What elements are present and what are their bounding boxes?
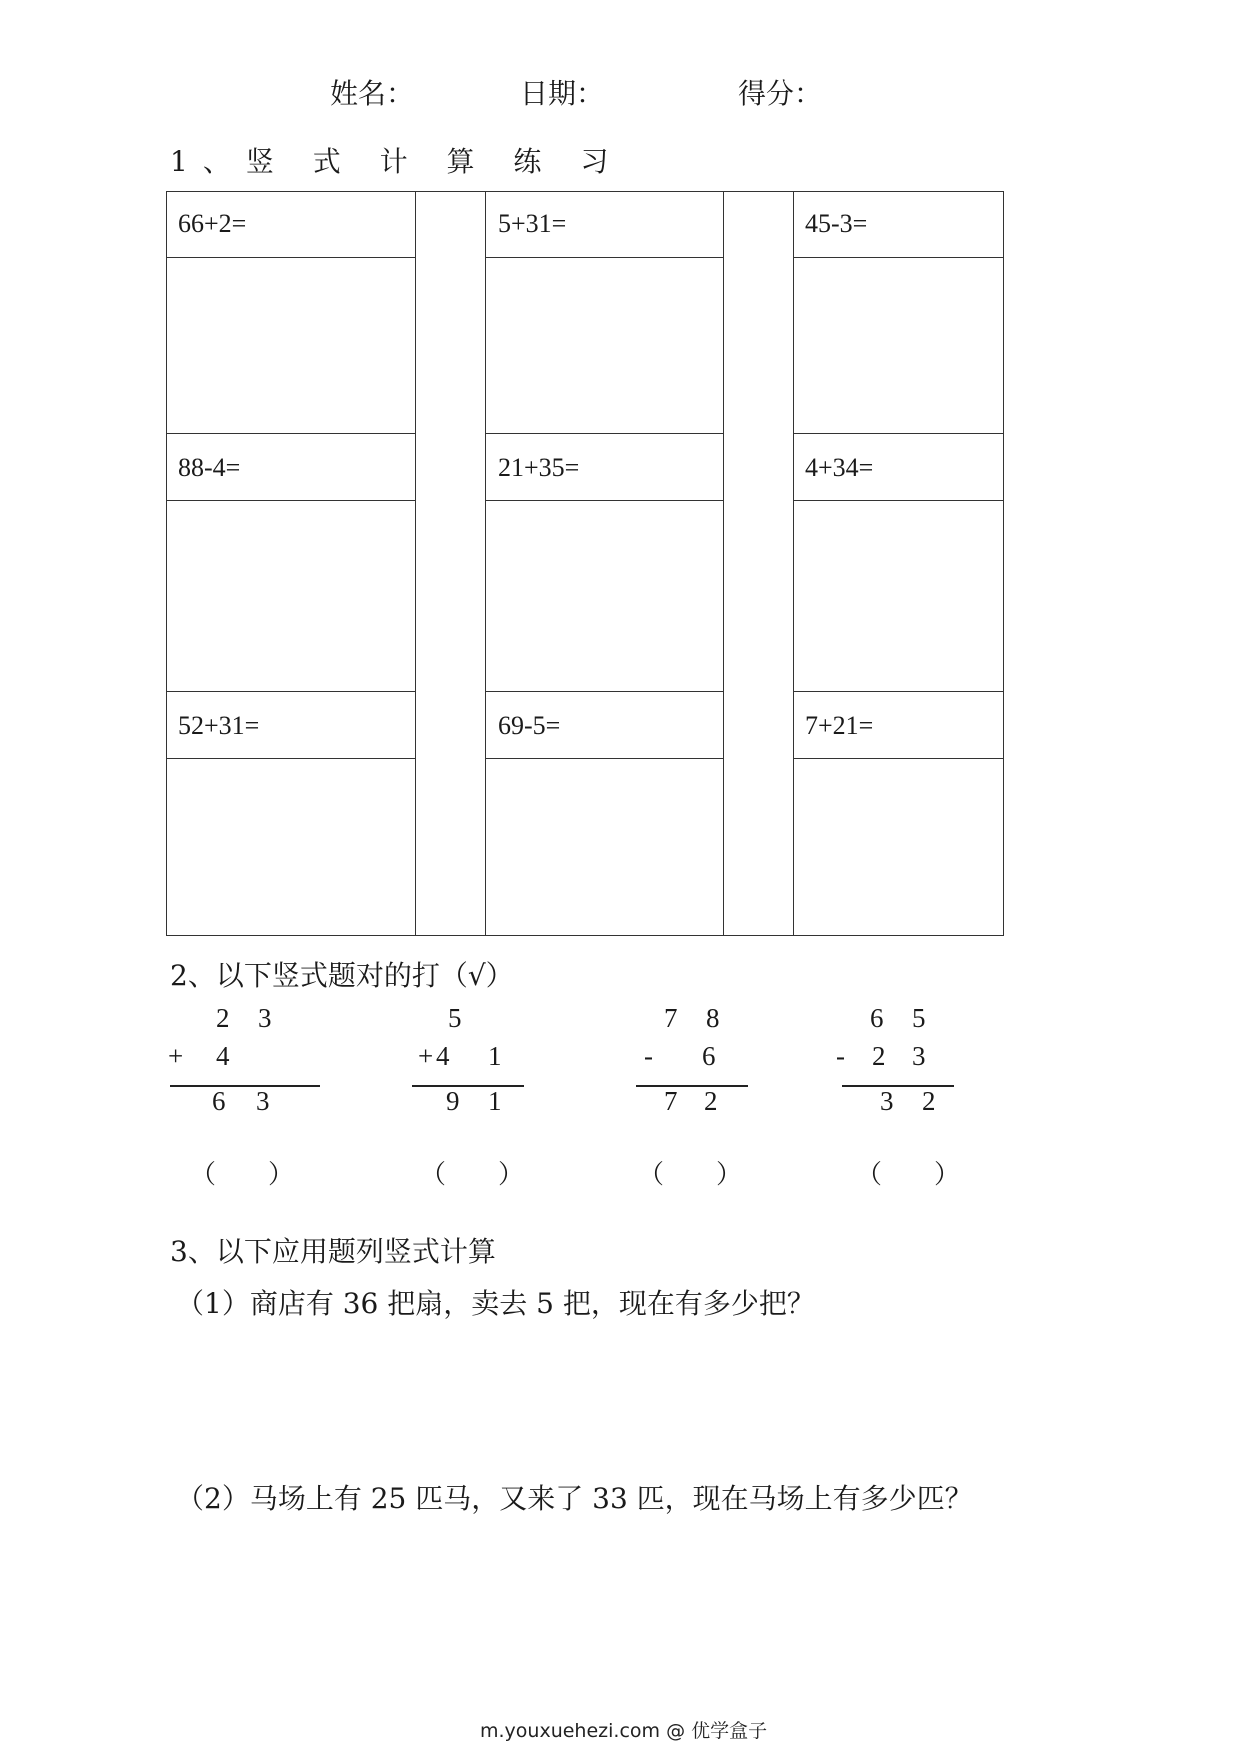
operator: - [836,1041,845,1071]
grid-line [794,691,1004,692]
result-line [842,1085,954,1087]
grid-line [166,257,415,258]
problem-cell: 7+21= [805,711,874,740]
bottom-tens-digit: 2 [872,1041,886,1071]
problem-cell: 45-3= [805,209,868,238]
grid-line [486,433,723,434]
answer-paren[interactable]: （ ） [190,1160,295,1190]
grid-line [794,433,1004,434]
top-ones-digit: 8 [706,1003,720,1033]
grid-outer-border [166,191,1004,936]
vertical-form [632,1003,752,1123]
result-tens-digit: 3 [880,1086,894,1116]
grid-line [166,691,415,692]
bottom-ones-digit: 3 [912,1041,926,1071]
word-problem-1: （1）商店有 36 把扇，卖去 5 把，现在有多少把？ [176,1287,815,1320]
result-line [412,1085,524,1087]
top-ones-digit: 3 [258,1003,272,1033]
section2-title: 2、以下竖式题对的打（√） [170,959,514,992]
top-tens-digit: 2 [216,1003,230,1033]
answer-paren[interactable]: （ ） [420,1160,525,1190]
top-tens-digit: 7 [664,1003,678,1033]
grid-line [166,433,415,434]
bottom-ones-digit: 6 [702,1041,716,1071]
problem-cell: 4+34= [805,453,874,482]
calculation-grid [166,191,1004,936]
operator: + [418,1041,434,1071]
problem-cell: 52+31= [178,711,260,740]
result-ones-digit: 3 [256,1086,270,1116]
problem-cell: 88-4= [178,453,241,482]
vertical-form [834,1003,964,1123]
top-tens-digit: 6 [870,1003,884,1033]
section1-title: 1、竖 式 计 算 练 习 [170,145,624,178]
result-tens-digit: 7 [664,1086,678,1116]
result-ones-digit: 2 [922,1086,936,1116]
problem-cell: 69-5= [498,711,561,740]
answer-paren[interactable]: （ ） [638,1160,743,1190]
word-problem-2: （2）马场上有 25 匹马，又来了 33 匹，现在马场上有多少匹？ [176,1482,973,1515]
grid-line [794,758,1004,759]
vertical-form [410,1003,530,1123]
bottom-tens-digit: 4 [436,1041,450,1071]
result-tens-digit: 6 [212,1086,226,1116]
gutter-column [723,191,794,936]
problem-cell: 21+35= [498,453,580,482]
grid-line [166,500,415,501]
vertical-form [166,1003,326,1123]
problem-cell: 66+2= [178,209,247,238]
result-tens-digit: 9 [446,1086,460,1116]
grid-line [794,500,1004,501]
top-ones-digit: 5 [448,1003,462,1033]
result-line [636,1085,748,1087]
top-ones-digit: 5 [912,1003,926,1033]
operator: + [168,1041,184,1071]
grid-line [486,758,723,759]
grid-line [486,691,723,692]
result-line [170,1085,320,1087]
operator: - [644,1041,653,1071]
name-label: 姓名： [330,77,415,110]
grid-line [486,257,723,258]
bottom-ones-digit: 1 [488,1041,502,1071]
grid-line [486,500,723,501]
result-ones-digit: 1 [488,1086,502,1116]
grid-line [794,257,1004,258]
bottom-ones-digit: 4 [216,1041,230,1071]
section3-title: 3、以下应用题列竖式计算 [170,1235,496,1268]
footer-watermark: m.youxuehezi.com @ 优学盒子 [480,1720,768,1742]
problem-cell: 5+31= [498,209,567,238]
answer-paren[interactable]: （ ） [856,1160,961,1190]
score-label: 得分： [738,77,823,110]
worksheet-header [0,72,1241,112]
date-label: 日期： [520,77,605,110]
result-ones-digit: 2 [704,1086,718,1116]
gutter-column [415,191,486,936]
grid-line [166,758,415,759]
